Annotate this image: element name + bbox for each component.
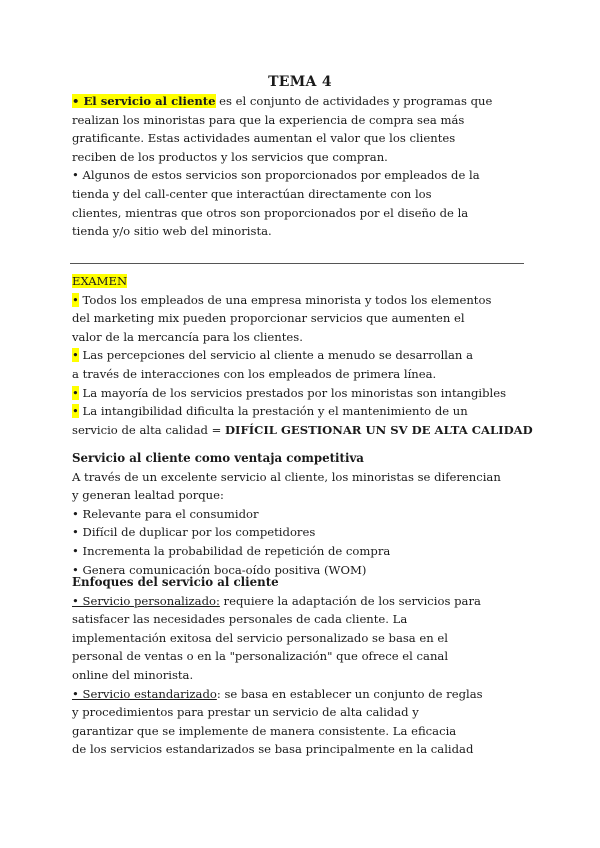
ventaja-line: y generan lealtad porque: (72, 488, 224, 503)
intro-block (72, 92, 542, 241)
ventaja-bullet-item: • Genera comunicación boca-oído positiva (WOM) (72, 562, 367, 577)
page-title: TEMA 4 (268, 74, 332, 90)
intro-line: realizan los minoristas para que la experiencia de compra sea más (72, 112, 465, 127)
examen-block (72, 272, 542, 439)
examen-bullet: • (72, 292, 79, 307)
ventaja-bullet-item: • Relevante para el consumidor (72, 506, 259, 521)
estandarizado-first-line (72, 685, 542, 704)
examen-p4-plain: servicio de alta calidad = (72, 422, 225, 437)
intro-line: tienda y/o sitio web del minorista. (72, 224, 272, 239)
ventaja-block (72, 449, 542, 579)
estandarizado-label: • Servicio estandarizado (72, 686, 217, 701)
ventaja-heading: Servicio al cliente como ventaja competitiva (72, 451, 364, 465)
personalizado-line: personal de ventas o en la "personalización" que ofrece el canal (72, 649, 449, 664)
intro-line: • Algunos de estos servicios son proporcionados por empleados de la (72, 168, 480, 183)
examen-p4-bold: DIFÍCIL GESTIONAR UN SV DE ALTA CALIDAD (224, 422, 533, 437)
examen-line: a través de interacciones con los empleados de primera línea. (72, 366, 437, 381)
intro-highlight (72, 94, 216, 108)
estandarizado-line: y procedimientos para prestar un servicio de alta calidad y (72, 705, 419, 720)
examen-p3-line (72, 384, 542, 403)
intro-line: tienda y del call-center que interactúan directamente con los (72, 186, 432, 201)
examen-bullet: • (72, 348, 79, 363)
examen-p2-text: Las percepciones del servicio al cliente a menudo se desarrollan a (78, 348, 473, 363)
intro-term: El servicio al cliente (83, 94, 216, 108)
intro-line-1 (72, 92, 542, 111)
examen-p2-line (72, 346, 542, 365)
examen-bullet: • (72, 404, 79, 419)
personalizado-label: • Servicio personalizado: (72, 593, 220, 608)
estandarizado-line: de los servicios estandarizados se basa principalmente en la calidad (72, 742, 474, 757)
ventaja-bullet-item: • Difícil de duplicar por los competidores (72, 525, 316, 540)
ventaja-bullet-item: • Incrementa la probabilidad de repetición de compra (72, 543, 391, 558)
enfoques-block (72, 573, 542, 759)
personalizado-line: satisfacer las necesidades personales de cada cliente. La (72, 612, 408, 627)
examen-bullet: • (72, 385, 79, 400)
intro-bullet: • (72, 94, 80, 108)
personalizado-text: requiere la adaptación de los servicios para (219, 593, 481, 608)
intro-line: clientes, mientras que otros son proporcionados por el diseño de la (72, 205, 469, 220)
examen-p4-line (72, 402, 542, 421)
personalizado-line: online del minorista. (72, 667, 194, 682)
enfoques-heading: Enfoques del servicio al cliente (72, 575, 279, 589)
personalizado-line: implementación exitosa del servicio personalizado se basa en el (72, 630, 448, 645)
ventaja-line: A través de un excelente servicio al cliente, los minoristas se diferencian (72, 469, 501, 484)
personalizado-first-line (72, 592, 542, 611)
examen-p4-last-line (72, 421, 542, 440)
examen-p1-line (72, 291, 542, 310)
intro-text: es el conjunto de actividades y programas que (215, 94, 493, 108)
examen-line: del marketing mix pueden proporcionar servicios que aumenten el (72, 311, 465, 326)
examen-p1-text: Todos los empleados de una empresa minorista y todos los elementos (78, 292, 492, 307)
intro-line: reciben de los productos y los servicios que compran. (72, 149, 388, 164)
examen-p4-text: La intangibilidad dificulta la prestación y el mantenimiento de un (78, 404, 468, 419)
estandarizado-line: garantizar que se implemente de manera consistente. La eficacia (72, 723, 457, 738)
estandarizado-text: : se basa en establecer un conjunto de reglas (216, 686, 483, 701)
examen-line: valor de la mercancía para los clientes. (72, 329, 303, 344)
examen-label-line (72, 272, 542, 291)
examen-label: EXAMEN (72, 274, 128, 288)
horizontal-divider (70, 263, 524, 264)
examen-p3-text: La mayoría de los servicios prestados por los minoristas son intangibles (78, 385, 507, 400)
intro-line: gratificante. Estas actividades aumentan el valor que los clientes (72, 131, 456, 146)
